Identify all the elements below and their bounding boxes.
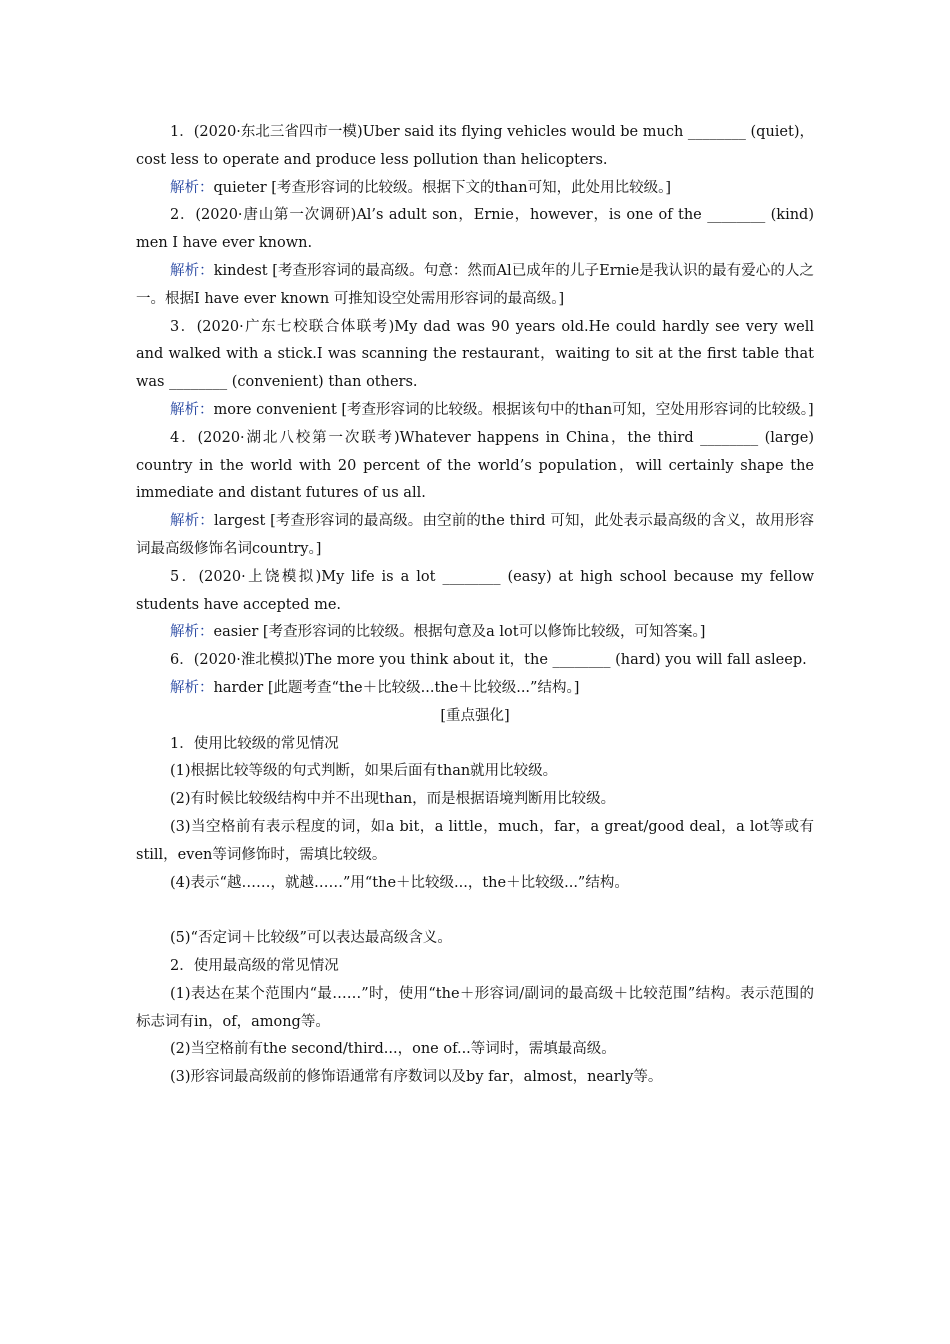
analysis-label: 解析： — [170, 624, 214, 641]
question-3-analysis — [136, 397, 814, 425]
analysis-label: 解析： — [170, 513, 214, 530]
analysis-text: harder [此题考查“the＋比较级...the＋比较级...”结构。] — [213, 679, 580, 696]
superlative-point-2: (2)当空格前有the second/third...，one of...等词时，需填最高级。 — [170, 1041, 616, 1058]
question-2-analysis — [136, 258, 814, 314]
superlative-heading: 2．使用最高级的常见情况 — [170, 957, 339, 974]
analysis-text: largest [考查形容词的最高级。由空前的the third 可知，此处表示最高级的含义，故用形容词最高级修饰名词country。] — [136, 513, 814, 557]
comparative-point-2: (2)有时候比较级结构中并不出现than，而是根据语境判断用比较级。 — [170, 791, 616, 808]
analysis-text: more convenient [考查形容词的比较级。根据该句中的than可知，空处用形容词的比较级。] — [213, 401, 814, 418]
question-1-analysis — [136, 175, 814, 203]
superlative-point-1: (1)表达在某个范围内“最……”时，使用“the＋形容词/副词的最高级＋比较范围”结构。表示范围的标志词有in，of，among等。 — [136, 985, 814, 1030]
question-2-stem: 2．(2020·唐山第一次调研)Al’s adult son，Ernie，however，is one of the ________ (kind) men I have ever known. — [136, 207, 814, 252]
analysis-text: kindest [考查形容词的最高级。句意：然而Al已成年的儿子Ernie是我认识的最有爱心的人之一。根据I have ever known 可推知设空处需用形容词的最高级。] — [136, 262, 815, 307]
analysis-text: easier [考查形容词的比较级。根据句意及a lot可以修饰比较级，可知答案。] — [213, 624, 706, 641]
analysis-label: 解析： — [170, 179, 214, 196]
comparative-point-1: (1)根据比较等级的句式判断，如果后面有than就用比较级。 — [170, 763, 558, 780]
blank-line — [136, 897, 814, 925]
comparative-heading: 1．使用比较级的常见情况 — [170, 735, 339, 752]
analysis-label: 解析： — [170, 679, 214, 696]
analysis-label: 解析： — [170, 401, 214, 418]
question-6-stem: 6．(2020·淮北模拟)The more you think about it，the ________ (hard) you will fall asleep. — [170, 652, 807, 669]
question-5-analysis — [136, 619, 814, 647]
analysis-label: 解析： — [170, 262, 214, 279]
question-4-stem: 4．(2020·湖北八校第一次联考)Whatever happens in China，the third ________ (large) country in the world with 20 percent of the world’s population，will certainly shape the immediate and distant futures of us all. — [136, 429, 814, 502]
comparative-point-3: (3)当空格前有表示程度的词，如a bit，a little，much，far，a great/good deal，a lot等或有still，even等词修饰时，需填比较级。 — [136, 818, 814, 863]
comparative-point-4: (4)表示“越……，就越……”用“the＋比较级...，the＋比较级...”结构。 — [170, 874, 629, 891]
section-title: [重点强化] — [440, 707, 510, 724]
superlative-point-3: (3)形容词最高级前的修饰语通常有序数词以及by far，almost，nearly等。 — [170, 1069, 663, 1086]
comparative-point-5: (5)“否定词＋比较级”可以表达最高级含义。 — [170, 930, 452, 947]
question-4-analysis — [136, 508, 814, 564]
question-3-stem: 3．(2020·广东七校联合体联考)My dad was 90 years old.He could hardly see very well and walked with a stick.I was scanning the restaurant，waiting to sit at the first table that was ________ (convenient) than others. — [136, 318, 814, 391]
question-6-analysis — [136, 675, 814, 703]
analysis-text: quieter [考查形容词的比较级。根据下文的than可知，此处用比较级。] — [213, 179, 671, 196]
document-content — [136, 119, 814, 1092]
question-5-stem: 5．(2020·上饶模拟)My life is a lot ________ (easy) at high school because my fellow students have accepted me. — [136, 568, 814, 613]
question-1-stem: 1．(2020·东北三省四市一模)Uber said its flying vehicles would be much ________ (quiet)，cost less to operate and produce less pollution than helicopters. — [136, 124, 814, 168]
